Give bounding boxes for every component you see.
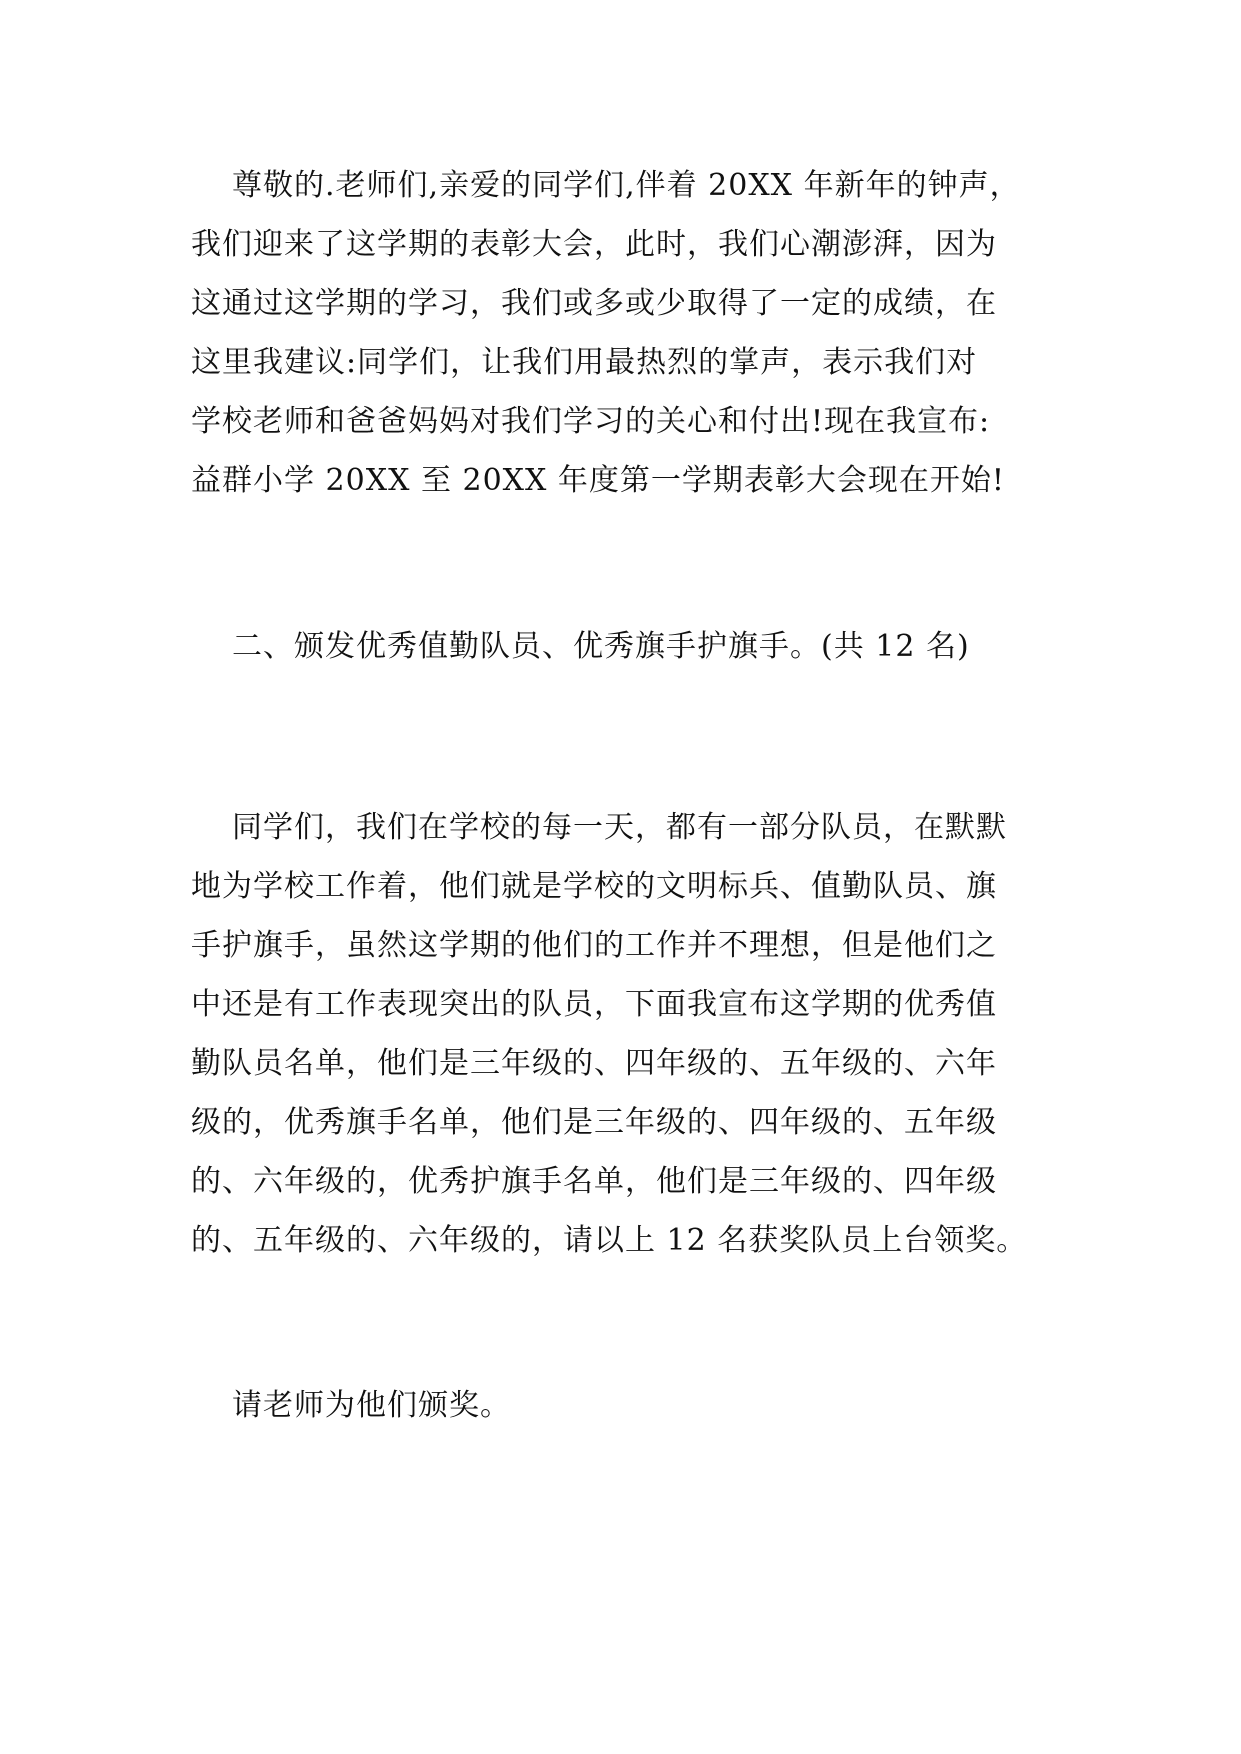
paragraph-line: 级的，优秀旗手名单，他们是三年级的、四年级的、五年级: [191, 1105, 997, 1140]
paragraph-line: 勤队员名单，他们是三年级的、四年级的、五年级的、六年: [191, 1046, 997, 1081]
paragraph-line: 的、六年级的，优秀护旗手名单，他们是三年级的、四年级: [191, 1164, 997, 1199]
paragraph-line: 同学们，我们在学校的每一天，都有一部分队员，在默默: [232, 810, 1007, 845]
paragraph-line: 中还是有工作表现突出的队员，下面我宣布这学期的优秀值: [191, 987, 997, 1022]
paragraph-line: 地为学校工作着，他们就是学校的文明标兵、值勤队员、旗: [191, 869, 997, 904]
paragraph-line: 益群小学 20XX 至 20XX 年度第一学期表彰大会现在开始!: [191, 463, 1005, 498]
closing-line: 请老师为他们颁奖。: [232, 1388, 511, 1423]
paragraph-line: 我们迎来了这学期的表彰大会，此时，我们心潮澎湃，因为: [191, 227, 997, 262]
paragraph-line: 手护旗手，虽然这学期的他们的工作并不理想，但是他们之: [191, 928, 997, 963]
paragraph-line: 学校老师和爸爸妈妈对我们学习的关心和付出!现在我宣布:: [191, 404, 991, 439]
paragraph-line: 这通过这学期的学习，我们或多或少取得了一定的成绩，在: [191, 286, 997, 321]
paragraph-line: 的、五年级的、六年级的，请以上 12 名获奖队员上台领奖。: [191, 1223, 1028, 1258]
paragraph-line: 这里我建议:同学们，让我们用最热烈的掌声，表示我们对: [191, 345, 978, 380]
section-heading: 二、颁发优秀值勤队员、优秀旗手护旗手。(共 12 名): [232, 629, 970, 664]
paragraph-line: 尊敬的.老师们,亲爱的同学们,伴着 20XX 年新年的钟声，: [232, 168, 1021, 203]
